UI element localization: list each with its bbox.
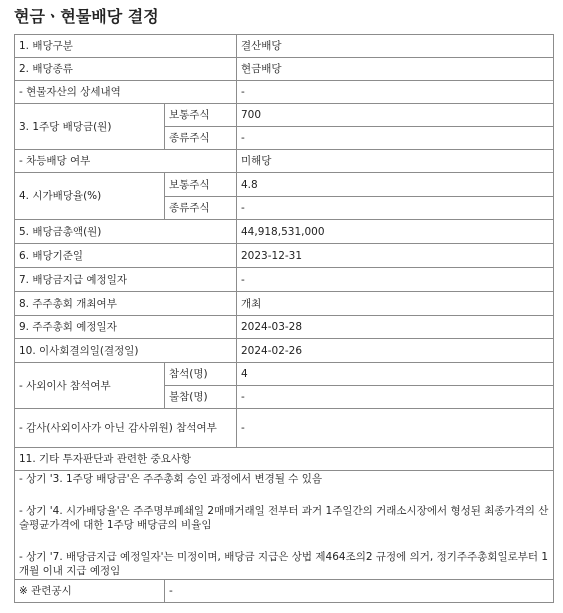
row-sublabel: 보통주식 — [165, 173, 237, 197]
row-value: - — [237, 127, 554, 150]
table-row-dividend-type — [15, 58, 554, 81]
row-value: 미해당 — [237, 150, 554, 173]
row-label: - 현물자산의 상세내역 — [15, 81, 237, 104]
row-value: 결산배당 — [237, 35, 554, 58]
row-label: 1. 배당구분 — [15, 35, 237, 58]
row-value: - — [237, 81, 554, 104]
row-value: 4 — [237, 363, 554, 386]
table-row-dividend-class — [15, 35, 554, 58]
row-value: 현금배당 — [237, 58, 554, 81]
row-value: 2023-12-31 — [237, 244, 554, 268]
row-value: 4.8 — [237, 173, 554, 197]
row-label: 9. 주주총회 예정일자 — [15, 316, 237, 339]
row-label: 4. 시가배당율(%) — [15, 173, 165, 220]
table-row-differential-dividend — [15, 150, 554, 173]
row-label: 6. 배당기준일 — [15, 244, 237, 268]
table-row-related-disclosure — [15, 580, 554, 603]
table-row-record-date — [15, 244, 554, 268]
table-row-agm-held — [15, 292, 554, 316]
row-sublabel: 종류주식 — [165, 127, 237, 150]
row-value: - — [237, 268, 554, 292]
row-label: 8. 주주총회 개최여부 — [15, 292, 237, 316]
row-label: 10. 이사회결의일(결정일) — [15, 339, 237, 363]
row-value: 2024-03-28 — [237, 316, 554, 339]
notes-cell — [15, 471, 554, 580]
row-value: 700 — [237, 104, 554, 127]
table-row-auditor-attendance — [15, 409, 554, 448]
table-row-yield-common — [15, 173, 554, 197]
row-value: - — [165, 580, 554, 603]
row-value: 44,918,531,000 — [237, 220, 554, 244]
page-title: 현금ㆍ현물배당 결정 — [14, 7, 159, 26]
row-value: 개최 — [237, 292, 554, 316]
row-value: 2024-02-26 — [237, 339, 554, 363]
row-sublabel: 불참(명) — [165, 386, 237, 409]
row-label: 5. 배당금총액(원) — [15, 220, 237, 244]
table-row-total-dividend — [15, 220, 554, 244]
disclosure-table — [14, 34, 554, 603]
table-row-other-matters-header — [15, 448, 554, 471]
note-text: - 상기 '7. 배당금지급 예정일자'는 미정이며, 배당금 지급은 상법 제464조의2 규정에 의거, 정기주주총회일로부터 1개월 이내 지급 예정임 — [19, 551, 549, 577]
row-value: - — [237, 197, 554, 220]
table-row-payment-date — [15, 268, 554, 292]
row-label: 11. 기타 투자판단과 관련한 중요사항 — [15, 448, 554, 471]
row-value: - — [237, 386, 554, 409]
table-row-other-matters-notes — [15, 471, 554, 580]
table-row-dps-common — [15, 104, 554, 127]
table-row-in-kind-details — [15, 81, 554, 104]
row-label: - 사외이사 참석여부 — [15, 363, 165, 409]
row-label: 2. 배당종류 — [15, 58, 237, 81]
row-sublabel: 보통주식 — [165, 104, 237, 127]
table-row-outside-directors-present — [15, 363, 554, 386]
row-sublabel: 참석(명) — [165, 363, 237, 386]
table-row-board-resolution-date — [15, 339, 554, 363]
note-text: - 상기 '3. 1주당 배당금'은 주주총회 승인 과정에서 변경될 수 있음 — [19, 473, 323, 485]
row-label: - 감사(사외이사가 아닌 감사위원) 참석여부 — [15, 409, 237, 448]
row-label: - 차등배당 여부 — [15, 150, 237, 173]
row-sublabel: 종류주식 — [165, 197, 237, 220]
row-label: 3. 1주당 배당금(원) — [15, 104, 165, 150]
row-label: 7. 배당금지급 예정일자 — [15, 268, 237, 292]
table-row-agm-date — [15, 316, 554, 339]
row-label: ※ 관련공시 — [15, 580, 165, 603]
note-text: - 상기 '4. 시가배당율'은 주주명부폐쇄일 2매매거래일 전부터 과거 1주일간의 거래소시장에서 형성된 최종가격의 산술평균가격에 대한 1주당 배당금의 비율임 — [19, 505, 549, 531]
row-value: - — [237, 409, 554, 448]
